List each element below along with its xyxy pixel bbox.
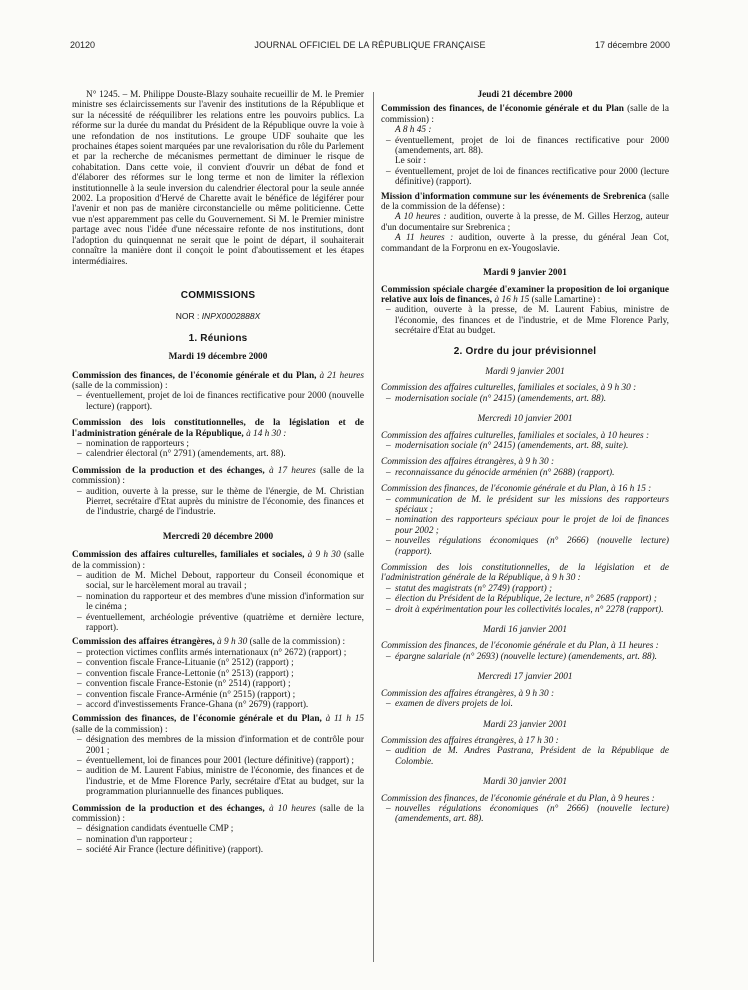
committee-name: Commission de la production et des échanges, <box>72 803 265 814</box>
meeting-time: à 10 heures <box>268 803 316 814</box>
committee-name: Commission des finances, de l'économie générale et du Plan, <box>72 714 322 725</box>
question-paragraph: N° 1245. – M. Philippe Douste-Blazy souhaite recueillir de M. le Premier ministre ses éclaircissements sur l'avenir des institutions de la République et sur la nécessité de rééquilibrer les relations entre les pouvoirs publics. La réforme sur la durée du mandat du Président de la République ouvre la voie à une refondation de nos institutions. Le groupe UDF souhaite que les prochaines étapes soient marquées par une revalorisation du rôle du Parlement et par la recherche de mécanismes permettant de diminuer le risque de cohabitation. Dans cette voie, il convient d'ouvrir un débat de fond et d'élaborer des réformes sur le long terme et non de limiter la réflexion institutionnelle à la seule inversion du calendrier électoral pour la seule année 2002. La proposition d'Hervé de Charette avait le bénéfice de légiférer pour l'avenir et non pas de manière circonstancielle ou même politicienne. Cette vue n'est apparemment pas celle du Gouvernement. Si M. le Premier ministre partage avec nous l'idée d'une nécessaire refonte de nos institutions, dont l'adoption du quinquennat ne serait que le point de départ, il souhaiterait connaître la manière dont il conçoit le point d'aboutissement et les étapes intermédiaires. <box>72 90 364 267</box>
agenda-item: – désignation candidats éventuelle CMP ; <box>86 824 364 834</box>
journal-title: JOURNAL OFFICIEL DE LA RÉPUBLIQUE FRANÇAISE <box>254 40 486 50</box>
committee-name: Commission spéciale chargée d'examiner la proposition de loi organique relative aux lois de finances, <box>381 284 669 305</box>
day-heading: Mardi 19 décembre 2000 <box>168 352 268 363</box>
commissions-title: COMMISSIONS <box>180 289 256 301</box>
agenda-entry <box>381 431 669 452</box>
meeting-room: (salle de la commission) : <box>72 380 168 391</box>
agenda-item: – audition de M. Laurent Fabius, ministre de l'économie, des finances et de l'industrie, et de Mme Florence Parly, secrétaire d'Etat au budget, sur la programmation pluriannuelle des finances publiques. <box>86 766 364 797</box>
agenda-day-heading: Mercredi 17 janvier 2001 <box>477 672 573 683</box>
nor-label: NOR : <box>175 311 200 322</box>
agenda-day-heading: Mardi 9 janvier 2001 <box>485 366 565 377</box>
agenda-item: – nouvelles régulations économiques (n° 2666) (nouvelle lecture) (rapport). <box>395 536 669 557</box>
agenda-item: – audition de M. Andres Pastrana, Président de la République de Colombie. <box>395 746 669 767</box>
agenda-item: – modernisation sociale (n° 2415) (amendements, art. 88). <box>395 394 669 404</box>
agenda-item: audition, ouverte à la presse, du général Jean Cot, commandant de la Forpronu en ex-Yougoslavie. <box>381 233 669 254</box>
agenda-item: – éventuellement, archéologie préventive (quatrième et dernière lecture, rapport). <box>86 613 364 634</box>
ordre-du-jour-title: 2. Ordre du jour prévisionnel <box>453 345 597 357</box>
agenda-item: – calendrier électoral (n° 2791) (amendements, art. 88). <box>86 449 364 459</box>
agenda-entry <box>381 641 669 662</box>
agenda-entry <box>381 563 669 615</box>
agenda-item: – accord d'investissements France-Ghana (n° 2679) (rapport). <box>86 700 364 710</box>
page-header <box>70 40 670 56</box>
agenda-items <box>381 804 669 825</box>
agenda-item: audition, ouverte à la presse, de M. Gilles Herzog, auteur d'un documentaire sur Srebrenica ; <box>381 212 670 233</box>
committee-name: Commission des lois constitutionnelles, de la législation et de l'administration générale de la République, <box>72 418 364 439</box>
agenda-item: – nomination du rapporteur et des membres d'une mission d'information sur le cinéma ; <box>86 592 364 613</box>
left-column <box>72 90 364 856</box>
agenda-items <box>381 495 669 557</box>
agenda-item: – convention fiscale France-Lettonie (n° 2513) (rapport) ; <box>86 669 364 679</box>
agenda-item: – nomination de rapporteurs ; <box>86 439 364 449</box>
meeting-block <box>72 371 364 413</box>
reunions-title: 1. Réunions <box>188 332 248 344</box>
page-number: 20120 <box>70 40 96 50</box>
agenda-item: – droit à expérimentation pour les collectivités locales, n° 2278 (rapport). <box>395 605 669 615</box>
committee-name: Commission des affaires culturelles, familiales et sociales, <box>72 550 305 561</box>
meeting-room: (salle de la commission de la défense) : <box>381 191 669 213</box>
agenda-item: – éventuellement, projet de loi de finances rectificative pour 2000 (amendements, art. 88). <box>395 136 669 157</box>
agenda-item: – statut des magistrats (n° 2749) (rapport) ; <box>395 584 669 594</box>
meeting-room: (salle Lamartine) : <box>531 294 601 305</box>
committee-name: Commission des finances, de l'économie générale et du Plan <box>381 104 624 115</box>
meeting-time: à 21 heures <box>319 370 364 381</box>
committee-name: Mission d'information commune sur les événements de Srebrenica <box>381 191 647 202</box>
committee-name: Commission des affaires étrangères, <box>72 637 215 648</box>
agenda-committee: Commission des affaires étrangères, à 17 h 30 : <box>381 735 559 746</box>
agenda-item: – nomination des rapporteurs spéciaux pour le projet de loi de finances pour 2002 ; <box>395 515 669 536</box>
agenda-committee: Commission des lois constitutionnelles, de la législation et de l'administration générale de la République, à 9 h 30 : <box>381 563 669 584</box>
agenda-entry <box>381 484 669 557</box>
meeting-block <box>72 637 364 710</box>
meeting-time: à 17 heures <box>268 465 316 476</box>
meeting-block <box>72 466 364 518</box>
agenda-item: – communication de M. le président sur les missions des rapporteurs spéciaux ; <box>395 495 669 516</box>
meeting-room: (salle de la commission) : <box>72 803 365 824</box>
agenda-committee: Commission des finances, de l'économie générale et du Plan, à 16 h 15 : <box>381 484 652 495</box>
meeting-room: (salle de la commission) : <box>72 465 365 487</box>
agenda-entry <box>381 794 669 825</box>
meeting-time: à 16 h 15 <box>494 294 530 305</box>
meeting-time: A 11 heures : <box>395 233 454 244</box>
agenda-item: – éventuellement, projet de loi de finances rectificative pour 2000 (nouvelle lecture) (rapport). <box>86 391 364 412</box>
day-heading: Mercredi 20 décembre 2000 <box>162 531 274 542</box>
agenda-day-heading: Mardi 16 janvier 2001 <box>482 625 568 636</box>
meeting-block <box>381 104 669 187</box>
day-heading: Mardi 9 janvier 2001 <box>483 268 567 279</box>
agenda-item: – épargne salariale (n° 2693) (nouvelle lecture) (amendements, art. 88). <box>395 652 669 662</box>
agenda-item: – modernisation sociale (n° 2415) (amendements, art. 88, suite). <box>395 441 669 451</box>
meeting-room: (salle de la commission) : <box>72 724 168 735</box>
agenda-day-heading: Mardi 23 janvier 2001 <box>482 719 568 730</box>
nor-reference <box>72 311 364 321</box>
agenda-item: – audition de M. Michel Debout, rapporteur du Conseil économique et social, sur le harcèlement moral au travail ; <box>86 571 364 592</box>
agenda-item: – éventuellement, projet de loi de finances rectificative pour 2000 (lecture définitive) (rapport). <box>395 167 669 188</box>
agenda-item: – société Air France (lecture définitive) (rapport). <box>86 845 364 855</box>
agenda-entry <box>381 383 669 404</box>
agenda-list <box>381 357 669 825</box>
agenda-item: – convention fiscale France-Lituanie (n° 2512) (rapport) ; <box>86 658 364 668</box>
agenda-committee: Commission des affaires culturelles, familiales et sociales, à 9 h 30 : <box>381 383 637 394</box>
day-heading: Jeudi 21 décembre 2000 <box>477 90 573 100</box>
agenda-items <box>381 652 669 662</box>
agenda-item: – éventuellement, loi de finances pour 2001 (lecture définitive) (rapport) ; <box>86 756 364 766</box>
meeting-time: à 14 h 30 : <box>246 428 287 439</box>
meeting-time: à 9 h 30 <box>307 550 341 561</box>
meeting-time: à 9 h 30 <box>217 637 248 648</box>
agenda-committee: Commission des affaires étrangères, à 9 h 30 : <box>381 457 555 468</box>
agenda-item: – élection du Président de la République, 2e lecture, n° 2685 (rapport) ; <box>395 594 669 604</box>
agenda-item: – convention fiscale France-Estonie (n° 2514) (rapport) ; <box>86 679 364 689</box>
agenda-item: – nomination d'un rapporteur ; <box>86 835 364 845</box>
agenda-entry <box>381 736 669 767</box>
meeting-room: (salle de la commission) : <box>381 104 670 125</box>
meeting-room: (salle de la commission) : <box>72 550 364 571</box>
agenda-committee: Commission des affaires culturelles, familiales et sociales, à 10 heures : <box>381 430 650 441</box>
agenda-items <box>381 584 669 615</box>
agenda-item: – audition, ouverte à la presse, de M. Laurent Fabius, ministre de l'économie, des finances et de l'industrie, et de Mme Florence Parly, secrétaire d'Etat au budget. <box>395 305 669 336</box>
meeting-time: à 11 h 15 <box>325 714 364 725</box>
agenda-item: – désignation des membres de la mission d'information et de contrôle pour 2001 ; <box>86 735 364 756</box>
meeting-block <box>72 550 364 633</box>
agenda-items <box>381 699 669 709</box>
agenda-items <box>381 468 669 478</box>
issue-date: 17 décembre 2000 <box>594 40 670 50</box>
column-divider <box>373 92 374 962</box>
agenda-items <box>381 394 669 404</box>
agenda-item: – examen de divers projets de loi. <box>395 699 669 709</box>
meeting-time: A 8 h 45 : <box>395 125 432 136</box>
meeting-block <box>72 418 364 460</box>
committee-name: Commission de la production et des échanges, <box>72 465 265 476</box>
agenda-items <box>381 746 669 767</box>
agenda-entry <box>381 457 669 478</box>
agenda-item: – convention fiscale France-Arménie (n° 2515) (rapport) ; <box>86 690 364 700</box>
meeting-block <box>72 804 364 856</box>
committee-name: Commission des finances, de l'économie générale et du Plan, <box>72 370 317 381</box>
agenda-committee: Commission des finances, de l'économie générale et du Plan, à 11 heures : <box>381 641 659 652</box>
agenda-item: – protection victimes conflits armés internationaux (n° 2672) (rapport) ; <box>86 648 364 658</box>
agenda-item: – audition, ouverte à la presse, sur le thème de l'énergie, de M. Christian Pierret, secrétaire d'Etat auprès du ministre de l'économie, des finances et de l'industrie, chargé de l'industrie. <box>86 487 364 518</box>
meeting-block <box>381 285 669 337</box>
right-column <box>381 90 669 825</box>
agenda-day-heading: Mardi 30 janvier 2001 <box>482 777 568 788</box>
meeting-block <box>72 714 364 797</box>
agenda-entry <box>381 689 669 710</box>
agenda-day-heading: Mercredi 10 janvier 2001 <box>477 414 573 425</box>
meeting-time: A 10 heures : <box>395 212 447 223</box>
meeting-block <box>381 192 669 254</box>
agenda-item: – reconnaissance du génocide arménien (n° 2688) (rapport). <box>395 468 669 478</box>
agenda-committee: Commission des finances, de l'économie générale et du Plan, à 9 heures : <box>381 793 655 804</box>
agenda-item: – nouvelles régulations économiques (n° 2666) (nouvelle lecture) (amendements, art. 88). <box>395 804 669 825</box>
nor-code: INPX0002888X <box>201 311 261 322</box>
agenda-items <box>381 441 669 451</box>
meeting-room: (salle de la commission) : <box>249 637 346 648</box>
agenda-committee: Commission des affaires étrangères, à 9 h 30 : <box>381 688 555 699</box>
meeting-time: Le soir : <box>395 156 426 167</box>
